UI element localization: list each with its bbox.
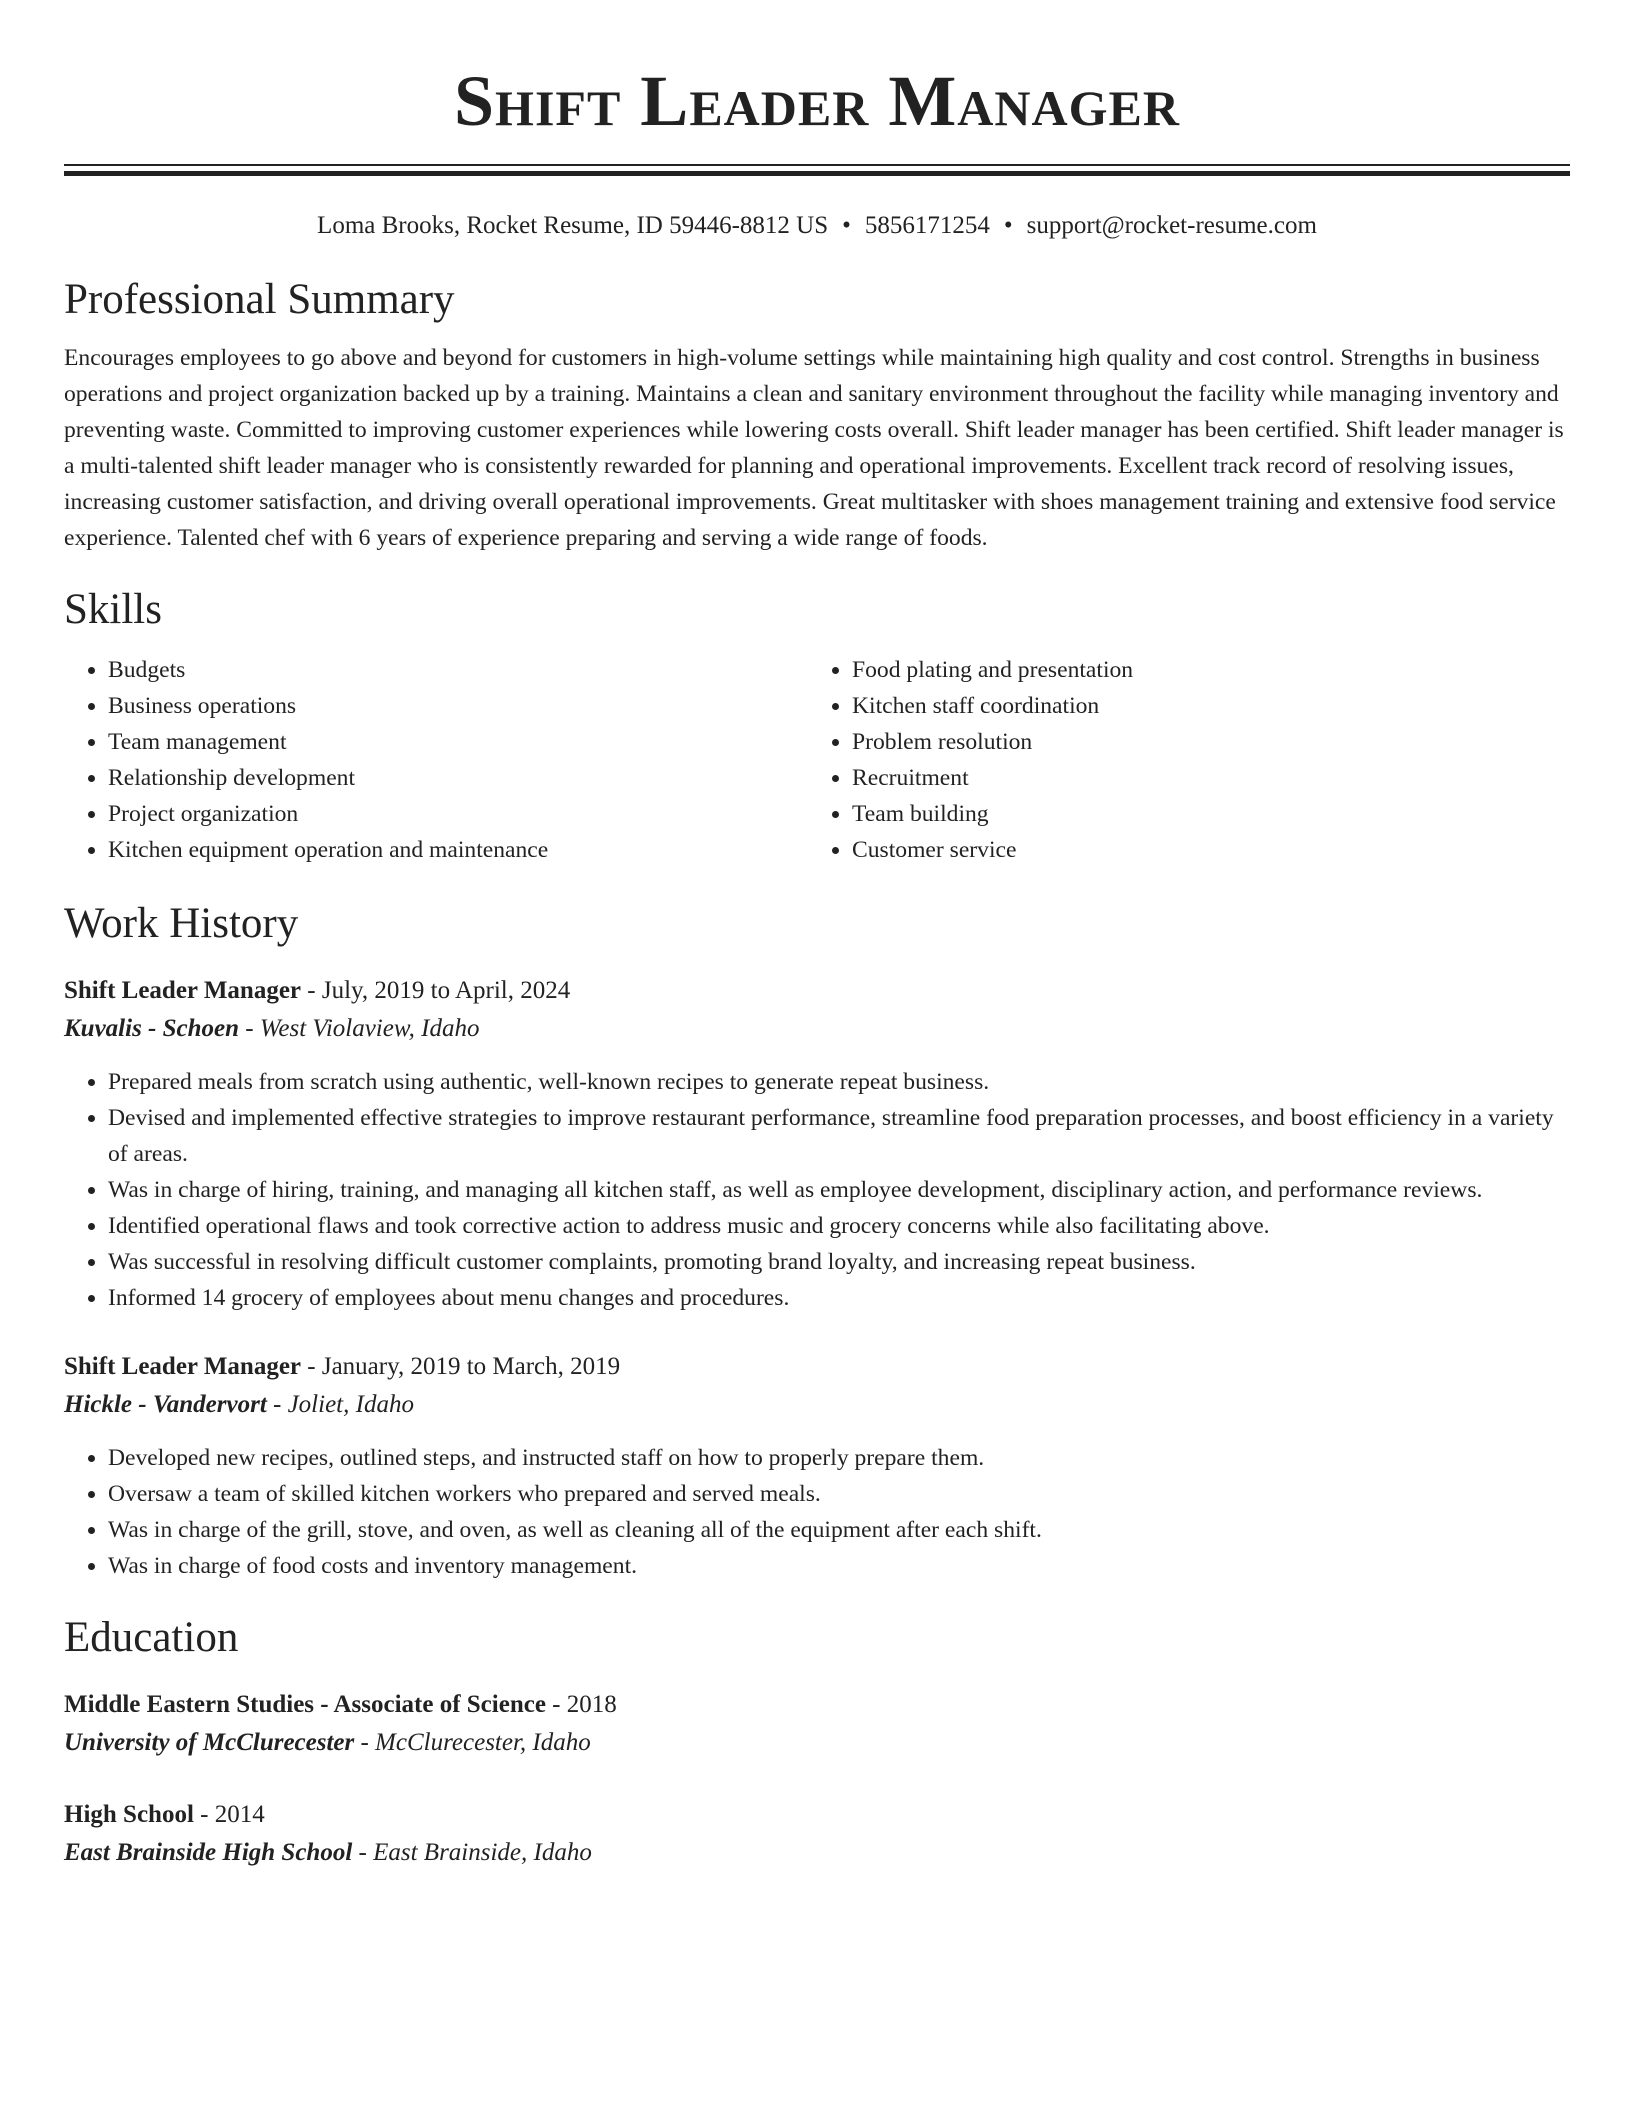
skills-list-left	[64, 652, 808, 868]
skills-section	[64, 584, 1570, 868]
resume-page	[64, 0, 1570, 1872]
education-degree-line	[64, 1796, 1570, 1834]
education-year: - 2014	[193, 1801, 265, 1828]
skill-item: • Food plating and presentation	[852, 652, 1552, 688]
skill-item: • Kitchen staff coordination	[852, 688, 1552, 724]
work-history-heading: Work History	[64, 900, 299, 947]
job-bullet: • Developed new recipes, outlined steps, and instructed staff on how to properly prepare them.	[108, 1440, 1570, 1476]
skill-item: • Team building	[852, 796, 1552, 832]
job-role-line	[64, 972, 1570, 1010]
job-company-line	[64, 1386, 1570, 1424]
education-location: - McClurecester, Idaho	[354, 1729, 591, 1756]
education-school-line	[64, 1834, 1570, 1872]
education-section	[64, 1612, 1570, 1872]
job-bullet: • Identified operational flaws and took corrective action to address music and grocery concerns while also facilitating above.	[108, 1208, 1570, 1244]
summary-text: Encourages employees to go above and beyond for customers in high-volume settings while maintaining high quality and cost control. Strengths in business operations and project organization backed up by a training. Maintains a clean and sanitary environment throughout the facility while managing inventory and preventing waste. Committed to improving customer experiences while lowering costs overall. Shift leader manager has been certified. Shift leader manager is a multi-talented shift leader manager who is consistently rewarded for planning and operational improvements. Excellent track record of resolving issues, increasing customer satisfaction, and driving overall operational improvements. Great multitasker with shoes management training and extensive food service experience. Talented chef with 6 years of experience preparing and serving a wide range of foods.	[64, 345, 1564, 551]
title-rule-thin	[64, 164, 1570, 166]
summary-heading: Professional Summary	[64, 276, 455, 323]
job-bullet: • Was in charge of hiring, training, and managing all kitchen staff, as well as employee development, disciplinary action, and performance reviews.	[108, 1172, 1570, 1208]
title-rule-thick	[64, 171, 1570, 176]
job-entry	[64, 972, 1570, 1316]
education-degree: High School	[64, 1801, 194, 1828]
job-bullets	[64, 1440, 1570, 1584]
job-dates: - January, 2019 to March, 2019	[301, 1353, 621, 1380]
contact-address: Loma Brooks, Rocket Resume, ID 59446-8812 US	[317, 212, 829, 239]
job-bullet: • Devised and implemented effective strategies to improve restaurant performance, streamline food preparation processes, and boost efficiency in a variety of areas.	[108, 1100, 1570, 1172]
professional-summary-section	[64, 274, 1570, 556]
job-company: Kuvalis - Schoen	[64, 1015, 240, 1042]
skill-item: • Kitchen equipment operation and maintenance	[108, 832, 808, 868]
job-role: Shift Leader Manager	[64, 977, 302, 1004]
contact-separator: •	[842, 212, 851, 239]
skill-item: • Business operations	[108, 688, 808, 724]
skill-item: • Team management	[108, 724, 808, 760]
education-year: - 2018	[545, 1691, 617, 1718]
job-entry	[64, 1348, 1570, 1584]
job-bullet: • Was successful in resolving difficult customer complaints, promoting brand loyalty, and increasing repeat business.	[108, 1244, 1570, 1280]
job-bullet: • Oversaw a team of skilled kitchen workers who prepared and served meals.	[108, 1476, 1570, 1512]
skill-item: • Problem resolution	[852, 724, 1552, 760]
job-location: - West Violaview, Idaho	[239, 1015, 480, 1042]
skill-item: • Relationship development	[108, 760, 808, 796]
job-dates: - July, 2019 to April, 2024	[301, 977, 571, 1004]
skill-item: • Recruitment	[852, 760, 1552, 796]
skill-item: • Customer service	[852, 832, 1552, 868]
skills-list-right	[808, 652, 1552, 868]
education-school-line	[64, 1724, 1570, 1762]
education-entry	[64, 1686, 1570, 1762]
skills-columns	[64, 652, 1570, 868]
contact-line	[64, 210, 1570, 242]
education-location: - East Brainside, Idaho	[352, 1839, 592, 1866]
job-bullet: • Was in charge of the grill, stove, and oven, as well as cleaning all of the equipment after each shift.	[108, 1512, 1570, 1548]
job-company: Hickle - Vandervort	[64, 1391, 267, 1418]
education-school: University of McClurecester	[64, 1729, 355, 1756]
education-heading: Education	[64, 1614, 239, 1661]
job-role-line	[64, 1348, 1570, 1386]
job-bullet: • Informed 14 grocery of employees about menu changes and procedures.	[108, 1280, 1570, 1316]
job-location: - Joliet, Idaho	[266, 1391, 414, 1418]
work-history-section	[64, 898, 1570, 1584]
job-company-line	[64, 1010, 1570, 1048]
education-degree-line	[64, 1686, 1570, 1724]
job-bullet: • Prepared meals from scratch using authentic, well-known recipes to generate repeat business.	[108, 1064, 1570, 1100]
contact-separator: •	[1003, 212, 1013, 239]
contact-email: support@rocket-resume.com	[1026, 212, 1317, 239]
skills-heading: Skills	[64, 586, 162, 633]
education-entry	[64, 1796, 1570, 1872]
job-role: Shift Leader Manager	[64, 1353, 302, 1380]
skill-item: • Budgets	[108, 652, 808, 688]
resume-title: Shift Leader Manager	[454, 61, 1180, 141]
education-school: East Brainside High School	[64, 1839, 353, 1866]
contact-phone: 5856171254	[864, 212, 990, 239]
job-bullet: • Was in charge of food costs and inventory management.	[108, 1548, 1570, 1584]
job-bullets	[64, 1064, 1570, 1316]
education-degree: Middle Eastern Studies - Associate of Science	[64, 1691, 546, 1718]
skill-item: • Project organization	[108, 796, 808, 832]
